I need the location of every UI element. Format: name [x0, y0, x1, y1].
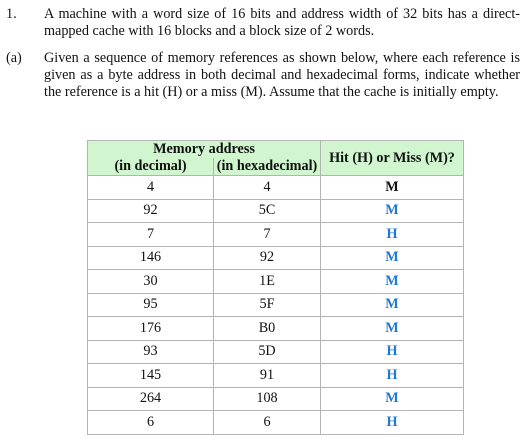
- hex-cell: 4: [214, 176, 321, 200]
- table-row: [88, 293, 464, 317]
- result-cell: H: [321, 364, 464, 388]
- decimal-cell: 93: [88, 340, 214, 364]
- table-row: [88, 387, 464, 411]
- hex-cell: 5F: [214, 293, 321, 317]
- hex-cell: 7: [214, 223, 321, 247]
- decimal-cell: 176: [88, 317, 214, 341]
- table-row: [88, 223, 464, 247]
- subquestion-text: Given a sequence of memory references as shown below, where each reference is given as a byte address in both decimal and hexadecimal forms, indicate whether the reference is a hit (H) or a miss (M). Assume that the cache is initially empty.: [44, 50, 520, 100]
- result-cell: M: [321, 246, 464, 270]
- table-row: [88, 411, 464, 435]
- table-body: [88, 176, 464, 435]
- result-cell: H: [321, 411, 464, 435]
- memory-address-header: Memory address: [88, 141, 321, 159]
- result-cell: H: [321, 340, 464, 364]
- table-row: [88, 246, 464, 270]
- decimal-cell: 92: [88, 199, 214, 223]
- hex-cell: 1E: [214, 270, 321, 294]
- hex-cell: 108: [214, 387, 321, 411]
- result-cell: M: [321, 293, 464, 317]
- result-cell: M: [321, 176, 464, 200]
- hex-cell: 92: [214, 246, 321, 270]
- decimal-cell: 30: [88, 270, 214, 294]
- decimal-cell: 264: [88, 387, 214, 411]
- decimal-cell: 145: [88, 364, 214, 388]
- hex-header: (in hexadecimal): [214, 158, 321, 176]
- decimal-header: (in decimal): [88, 158, 214, 176]
- hit-miss-header: Hit (H) or Miss (M)?: [321, 141, 464, 176]
- decimal-cell: 95: [88, 293, 214, 317]
- table-row: [88, 317, 464, 341]
- result-cell: M: [321, 387, 464, 411]
- decimal-cell: 146: [88, 246, 214, 270]
- hex-cell: 5C: [214, 199, 321, 223]
- table-row: [88, 364, 464, 388]
- result-cell: H: [321, 223, 464, 247]
- decimal-cell: 4: [88, 176, 214, 200]
- table-row: [88, 176, 464, 200]
- question-number: 1.: [6, 6, 17, 22]
- result-cell: M: [321, 199, 464, 223]
- result-cell: M: [321, 317, 464, 341]
- hex-cell: B0: [214, 317, 321, 341]
- table-row: [88, 199, 464, 223]
- hex-cell: 6: [214, 411, 321, 435]
- hex-cell: 5D: [214, 340, 321, 364]
- table-row: [88, 270, 464, 294]
- decimal-cell: 7: [88, 223, 214, 247]
- subquestion-label: (a): [6, 50, 22, 66]
- decimal-cell: 6: [88, 411, 214, 435]
- question-text: A machine with a word size of 16 bits and address width of 32 bits has a direct-mapped cache with 16 blocks and a block size of 2 words.: [44, 6, 520, 39]
- memory-reference-table: [87, 140, 464, 435]
- hex-cell: 91: [214, 364, 321, 388]
- table-row: [88, 340, 464, 364]
- result-cell: M: [321, 270, 464, 294]
